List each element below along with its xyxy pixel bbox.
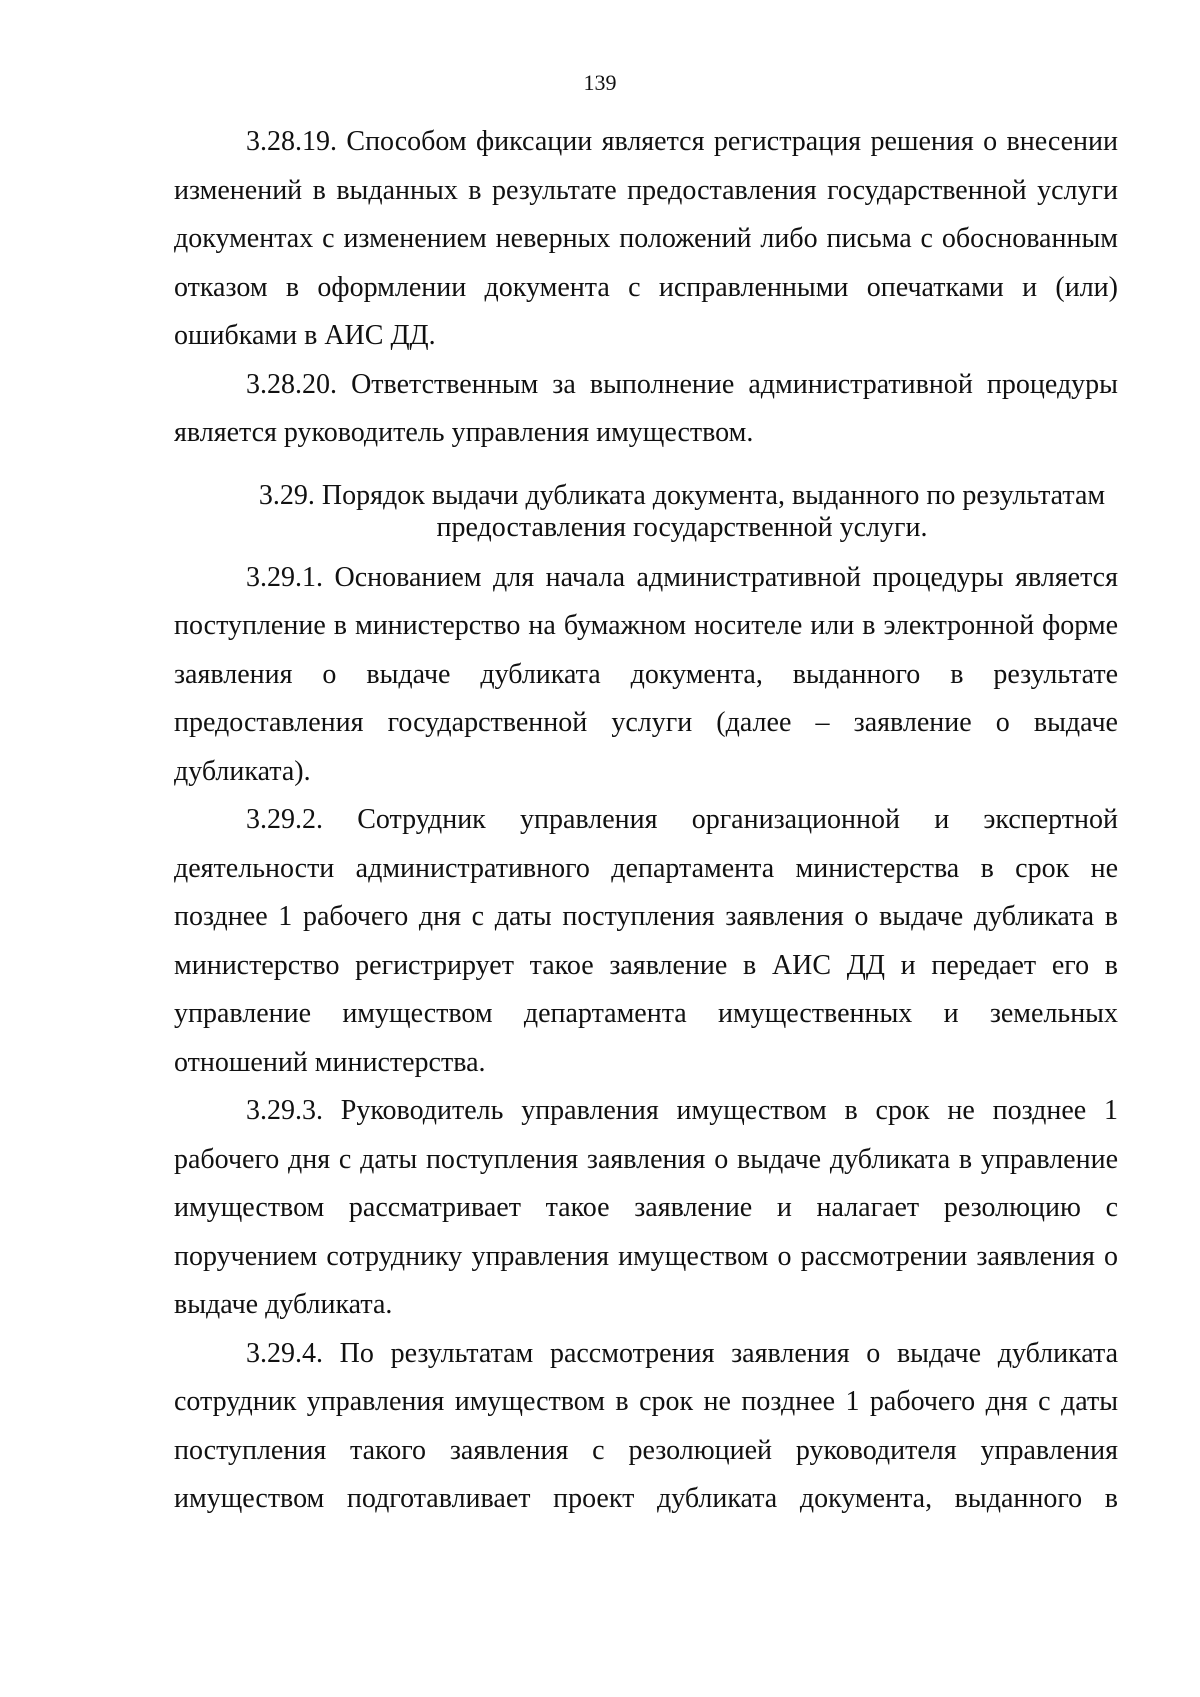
paragraph-3-29-1: 3.29.1. Основанием для начала административной процедуры является поступление в министерство на бумажном носителе или в электронной форме заявления о выдаче дубликата документа, выданного в результате предоставления государственной услуги (далее – заявление о выдаче дубликата). — [174, 561, 1118, 787]
document-body — [174, 118, 1118, 1524]
paragraph-3-29-3: 3.29.3. Руководитель управления имуществом в срок не позднее 1 рабочего дня с даты поступления заявления о выдаче дубликата в управление имуществом рассматривает такое заявление и налагает резолюцию с поручением сотруднику управления имуществом о рассмотрении заявления о выдаче дубликата. — [174, 1095, 1118, 1320]
paragraph-3-29-4: 3.29.4. По результатам рассмотрения заявления о выдаче дубликата сотрудник управления имуществом в срок не позднее 1 рабочего дня с даты поступления такого заявления с резолюцией руководителя управления имуществом подготавливает проект дубликата документа, выданного в — [174, 1337, 1118, 1514]
paragraph-3-28-19: 3.28.19. Способом фиксации является регистрация решения о внесении изменений в выданных в результате предоставления государственной услуги документах с изменением неверных положений либо письма с обоснованным отказом в оформлении документа с исправленными опечатками и (или) ошибками в АИС ДД. — [174, 126, 1118, 351]
paragraph-3-29-2: 3.29.2. Сотрудник управления организационной и экспертной деятельности административного департамента министерства в срок не позднее 1 рабочего дня с даты поступления заявления о выдаче дубликата в министерство регистрирует такое заявление в АИС ДД и передает его в управление имуществом департамента имущественных и земельных отношений министерства. — [174, 804, 1118, 1078]
paragraph-3-28-20: 3.28.20. Ответственным за выполнение административной процедуры является руководитель управления имуществом. — [174, 368, 1118, 448]
page-number: 139 — [583, 70, 617, 95]
section-heading-3-29: 3.29. Порядок выдачи дубликата документа, выданного по результатам предоставления государственной услуги. — [258, 479, 1106, 543]
